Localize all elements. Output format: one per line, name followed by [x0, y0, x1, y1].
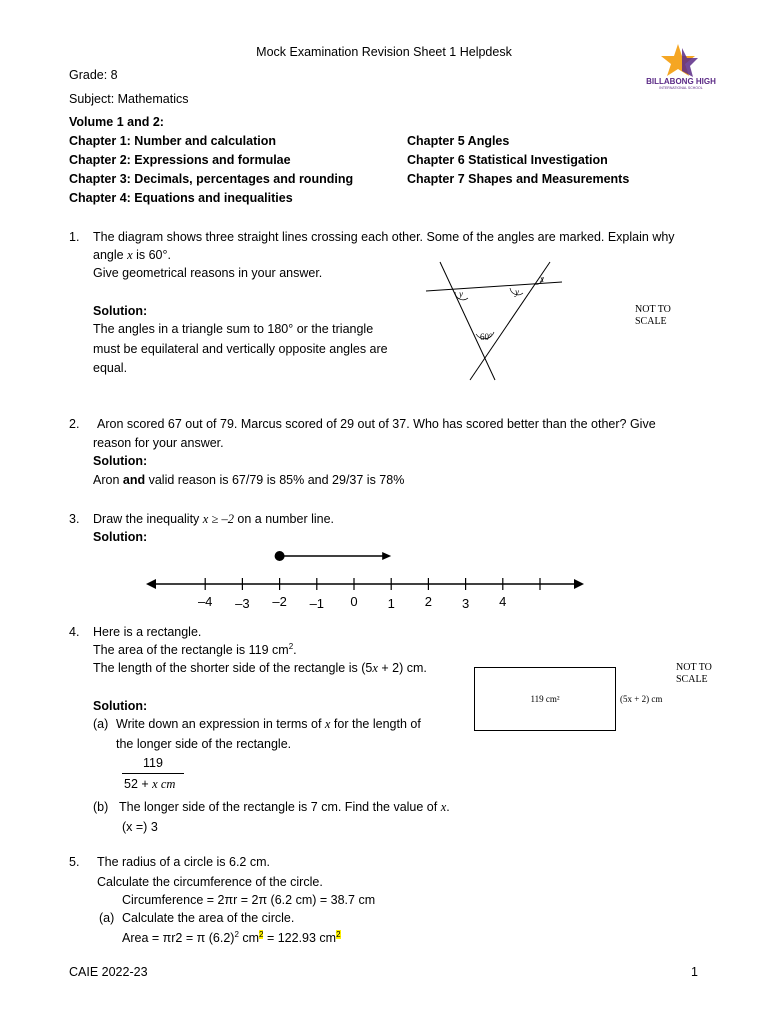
solution-label: Solution: — [93, 530, 148, 544]
q4-text: Here is a rectangle. — [93, 625, 202, 639]
logo-name: BILLABONG HIGH — [646, 77, 716, 86]
angle-label-x: x — [540, 274, 544, 284]
q4-text: The area of the rectangle is 119 $cm^2$. — [93, 641, 297, 657]
chapter-item: Chapter 4: Equations and inequalities — [69, 191, 293, 205]
angle-label-y: y — [515, 287, 519, 297]
ray-arrow-icon — [382, 552, 391, 560]
q1-solution: must be equilateral and vertically opposite angles are — [93, 342, 388, 356]
right-arrow-icon — [574, 579, 584, 589]
chapter-item: Chapter 2: Expressions and formulae — [69, 153, 291, 167]
fraction-denominator: 52 + x cm — [124, 777, 176, 791]
q1-text: Give geometrical reasons in your answer. — [93, 266, 323, 280]
q5a-area: Area = πr2 = π $(6.2)^2$ $cm^2 = 122.93$ $cm^2$ — [122, 929, 341, 945]
logo-subtitle: INTERNATIONAL SCHOOL — [659, 86, 703, 90]
tick-label: 2 — [424, 594, 433, 609]
rectangle-diagram — [474, 667, 616, 731]
q5-text: The radius of a circle is 6.2 cm. — [97, 855, 270, 869]
chapter-item: Chapter 5 Angles — [407, 134, 510, 148]
q4a-text: Write down an expression in terms of x for the length of — [116, 717, 421, 731]
solution-label: Solution: — [93, 454, 148, 468]
part-label: (a) — [93, 717, 109, 731]
q1-text: angle x is 60°. — [93, 248, 171, 262]
q4a-text: the longer side of the rectangle. — [116, 737, 292, 751]
not-to-scale-label: SCALE — [635, 316, 667, 327]
subject: Subject: Mathematics — [69, 92, 189, 106]
q2-solution: Aron and valid reason is 67/79 is 85% and 29/37 is 78% — [93, 473, 405, 487]
not-to-scale-label: NOT TO — [635, 304, 671, 315]
left-arrow-icon — [146, 579, 156, 589]
rectangle-side-label: (5x + 2) cm — [620, 694, 663, 704]
question-number: 4. — [69, 625, 80, 639]
tick-label: –3 — [235, 596, 250, 611]
q1-solution: The angles in a triangle sum to 180° or the triangle — [93, 322, 374, 336]
solution-label: Solution: — [93, 304, 148, 318]
tick-label: 0 — [350, 594, 358, 609]
chapter-item: Chapter 7 Shapes and Measurements — [407, 172, 630, 186]
q2-text: reason for your answer. — [93, 436, 224, 450]
solution-label: Solution: — [93, 699, 148, 713]
question-number: 5. — [69, 855, 80, 869]
left-line — [440, 262, 495, 380]
q2-text: Aron scored 67 out of 79. Marcus scored of 29 out of 37. Who has scored better than the other? Give — [97, 417, 656, 431]
school-logo — [638, 40, 724, 92]
part-label: (a) — [99, 911, 115, 925]
q5-circumference: Circumference = 2πr = 2π (6.2 cm) = 38.7 cm — [122, 893, 376, 907]
angles-diagram — [422, 250, 722, 385]
tick-label: 3 — [461, 596, 470, 611]
fraction-numerator: 119 — [143, 756, 163, 770]
footer-left: CAIE 2022-23 — [69, 965, 148, 979]
angle-label-y: y — [459, 289, 463, 299]
rectangle-area-label: 119 cm² — [530, 694, 560, 704]
volume: Volume 1 and 2: — [69, 115, 164, 129]
q4b-answer: (x =) 3 — [122, 820, 158, 834]
angle-label-60: 60° — [480, 332, 493, 342]
chapter-item: Chapter 3: Decimals, percentages and rounding — [69, 172, 354, 186]
q3-text: Draw the inequality x ≥ –2 on a number line. — [93, 512, 335, 526]
page-title: Mock Examination Revision Sheet 1 Helpdesk — [256, 45, 512, 59]
part-label: (b) — [93, 800, 109, 814]
q1-solution: equal. — [93, 361, 128, 375]
tick-label: 4 — [499, 594, 507, 609]
page-number: 1 — [691, 965, 698, 979]
chapter-item: Chapter 6 Statistical Investigation — [407, 153, 608, 167]
fraction-bar — [122, 773, 184, 774]
number-line — [140, 543, 600, 613]
question-number: 1. — [69, 230, 80, 244]
tick-label: –4 — [197, 594, 213, 609]
q4b-text: The longer side of the rectangle is 7 cm. Find the value of x. — [119, 800, 450, 814]
tick-label: –1 — [309, 596, 325, 611]
tick-label: 1 — [387, 596, 395, 611]
not-to-scale-label: SCALE — [676, 674, 708, 685]
question-number: 3. — [69, 512, 80, 526]
q5a-text: Calculate the area of the circle. — [122, 911, 295, 925]
chapter-item: Chapter 1: Number and calculation — [69, 134, 276, 148]
q4-text: The length of the shorter side of the rectangle is (5x + 2) cm. — [93, 661, 427, 675]
tick-label: –2 — [272, 594, 287, 609]
right-line — [470, 262, 550, 380]
grade: Grade: 8 — [69, 68, 118, 82]
question-number: 2. — [69, 417, 80, 431]
q5-text: Calculate the circumference of the circle. — [97, 875, 323, 889]
not-to-scale-label: NOT TO — [676, 662, 712, 673]
q1-text: The diagram shows three straight lines crossing each other. Some of the angles are marked. Explain why — [93, 230, 675, 244]
